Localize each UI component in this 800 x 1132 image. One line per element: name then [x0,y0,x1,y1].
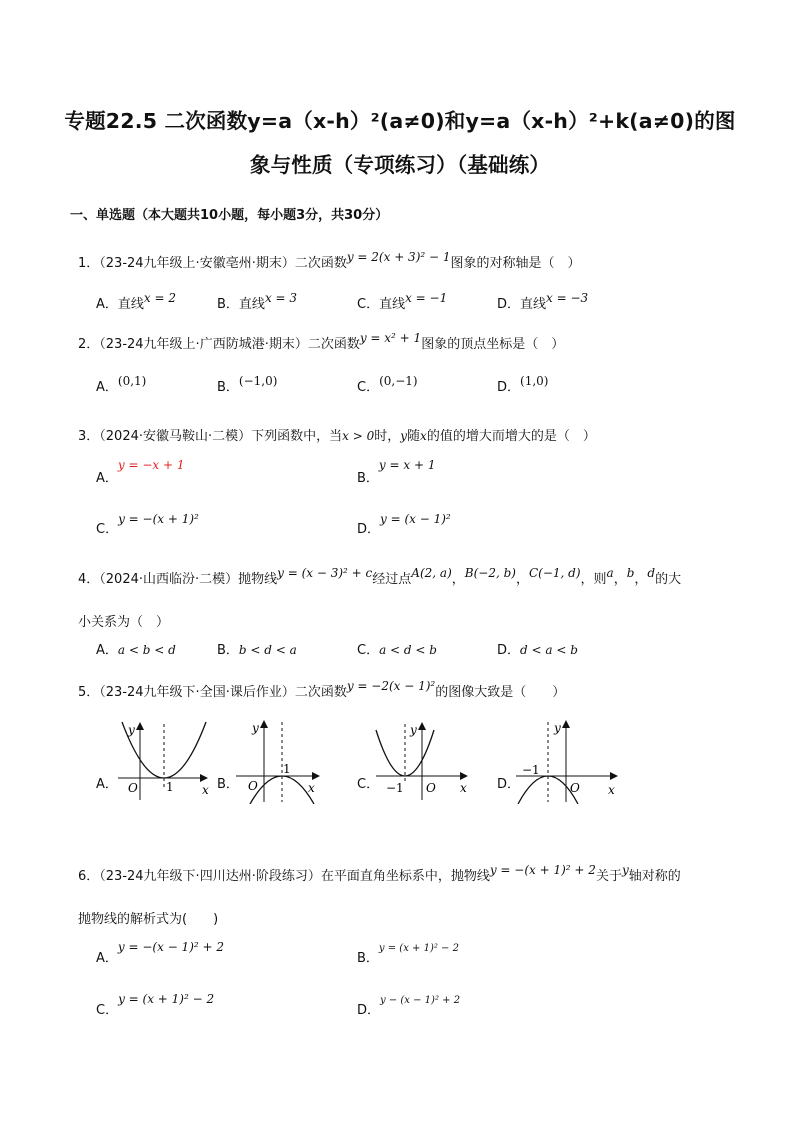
option-d[interactable]: D．y = (x − 1)² [357,512,451,537]
page-title-line2: 象与性质（专项练习）（基础练） [249,153,551,177]
option-c[interactable]: C．y = −(x + 1)² [96,512,199,537]
option-d[interactable]: D．(1,0) [497,374,549,395]
question-source: （23-24九年级上·安徽亳州·期末）二次函数 [99,256,347,271]
answer-highlight: y = −x + 1 [117,458,185,472]
option-a[interactable]: A．直线x = 2 [96,291,177,312]
question-5: 5．（23-24九年级下·全国·课后作业）二次函数y = −2(x − 1)²的图像大致是（ ） [78,679,566,700]
option-c[interactable]: C．a < d < b [357,643,437,658]
option-b[interactable]: B．直线x = 3 [217,291,298,312]
svg-text:x: x [308,781,315,795]
option-d[interactable]: D．d < a < b [497,643,578,658]
option-c[interactable]: C．y = (x + 1)² − 2 [96,992,215,1018]
svg-text:y: y [410,723,417,737]
question-number: 1． [78,256,100,271]
option-b[interactable]: B．b < d < a [217,643,297,658]
question-6: 6．（23-24九年级下·四川达州·阶段练习）在平面直角坐标系中，抛物线y = −(x + 1)² + 2关于y轴对称的 [78,863,681,884]
svg-text:y: y [252,721,259,735]
option-b[interactable]: B．y = (x + 1)² − 2 [357,943,459,966]
option-a[interactable]: A． [96,777,118,792]
option-a[interactable]: A．y = −x + 1 [96,458,185,486]
svg-text:1: 1 [283,762,291,776]
option-b[interactable]: B．y = x + 1 [357,458,436,486]
svg-text:x: x [202,783,209,797]
option-a[interactable]: A．(0,1) [96,374,147,395]
math-expression: y = −(x + 1)² + 2 [489,863,596,877]
graph-c[interactable] [372,718,476,802]
option-d[interactable]: D．直线x = −3 [497,291,589,312]
section-heading: 一、单选题（本大题共10小题，每小题3分，共30分） [70,208,389,223]
svg-text:O: O [248,779,258,793]
option-b[interactable]: B． [217,777,239,792]
question-3: 3．（2024·安徽马鞍山·二模）下列函数中，当x > 0时，y随x的值的增大而增大的是（ ） [78,429,596,444]
svg-text:x: x [608,783,615,797]
graph-a[interactable] [112,718,212,802]
option-c[interactable]: C． [357,777,380,792]
page-title-line1: 专题22.5 二次函数y=a（x-h）²(a≠0)和y=a（x-h）²+k(a≠0)的图 [64,109,736,133]
question-1 [78,252,581,271]
option-b[interactable]: B．(−1,0) [217,374,278,395]
svg-text:x: x [460,781,467,795]
option-a[interactable]: A．a < b < d [96,643,176,658]
svg-text:O: O [128,781,138,795]
question-2: 2．（23-24九年级上·广西防城港·期末）二次函数y = x² + 1图象的顶点坐标是（ ） [78,331,565,352]
option-c[interactable]: C．(0,−1) [357,374,418,395]
question-4-line2: 小关系为（ ） [78,615,170,630]
math-expression: y = (x − 3)² + c [277,566,373,580]
option-d[interactable]: D． [497,777,521,792]
svg-text:O: O [426,781,436,795]
question-4: 4．（2024·山西临汾·二模）抛物线y = (x − 3)² + c经过点A(2, a)，B(−2, b)，C(−1, d)，则a，b，d的大 [78,566,682,587]
svg-text:−1: −1 [522,763,540,777]
math-expression: y = 2(x + 3)² − 1 [346,250,451,264]
math-expression: y = x² + 1 [359,331,422,345]
question-text: 图象的对称轴是（ ） [450,256,581,271]
graph-b[interactable] [232,716,332,804]
svg-text:y: y [554,721,561,735]
graph-d[interactable] [512,716,622,804]
option-d[interactable]: D．y − (x − 1)² + 2 [357,995,461,1018]
svg-text:y: y [128,723,135,737]
svg-text:O: O [570,781,580,795]
svg-text:1: 1 [166,780,174,794]
math-expression: y = −2(x − 1)² [346,679,436,693]
option-a[interactable]: A．y = −(x − 1)² + 2 [96,940,225,966]
option-c[interactable]: C．直线x = −1 [357,291,448,312]
svg-text:−1: −1 [386,781,404,795]
question-6-line2: 抛物线的解析式为( ) [78,912,219,927]
